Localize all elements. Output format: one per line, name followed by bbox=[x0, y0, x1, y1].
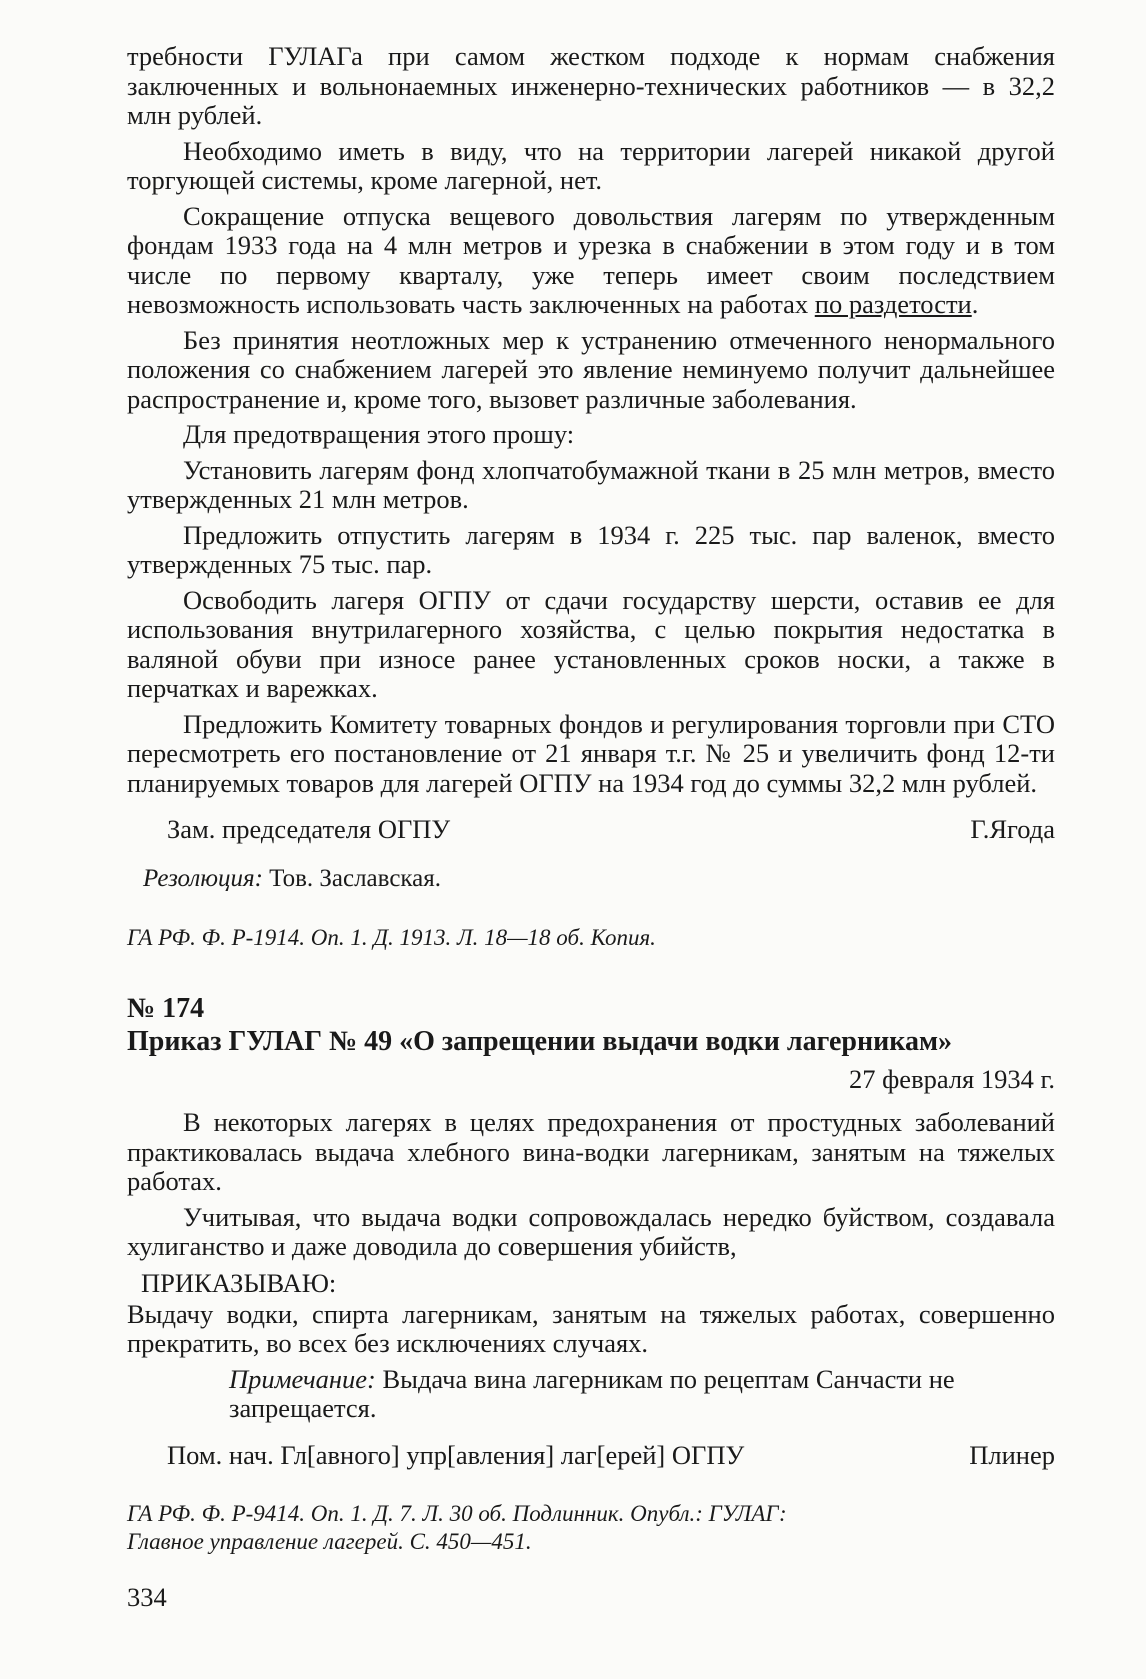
archive-reference: ГА РФ. Ф. Р-1914. Оп. 1. Д. 1913. Л. 18—18 об. Копия. bbox=[127, 925, 656, 950]
paragraph-text-end: . bbox=[971, 289, 979, 319]
paragraph-text: Сокращение отпуска вещевого довольствия лагерям по утвержденным фондам 1933 года на 4 млн метров и урезка в снабжении в этом году и в том числе по первому кварталу, уже теперь имеет своим последствием невозможность использовать часть заключенных на работах bbox=[127, 200, 1055, 319]
paragraph-continuation: требности ГУЛАГа при самом жестком подходе к нормам снабжения заключенных и вольнонаемных инженерно-технических работников — в 32,2 млн рублей. bbox=[127, 41, 1055, 130]
archive-reference-2 bbox=[127, 1500, 1055, 1556]
paragraph: В некоторых лагерях в целях предохранения от простудных заболеваний практиковалась выдача хлебного вина-водки лагерникам, занятым на тяжелых работах. bbox=[127, 1107, 1055, 1196]
document-date: 27 февраля 1934 г. bbox=[849, 1064, 1055, 1094]
resolution-text: Тов. Заславская. bbox=[262, 865, 442, 892]
signatory-position: Пом. нач. Гл[авного] упр[авления] лаг[ерей] ОГПУ bbox=[167, 1439, 745, 1470]
request-item: Предложить отпустить лагерям в 1934 г. 225 тыс. пар валенок, вместо утвержденных 75 тыс. пар. bbox=[127, 519, 1055, 579]
page-number: 334 bbox=[127, 1581, 167, 1612]
request-item: Установить лагерям фонд хлопчатобумажной ткани в 25 млн метров, вместо утвержденных 21 млн метров. bbox=[127, 454, 1055, 514]
signatory-name: Г.Ягода bbox=[970, 814, 1055, 844]
signature-block bbox=[127, 814, 1055, 844]
order-word: ПРИКАЗЫВАЮ: bbox=[141, 1267, 337, 1298]
text-column bbox=[127, 42, 1055, 1612]
resolution bbox=[127, 864, 1055, 894]
paragraph-with-underline bbox=[127, 202, 1055, 320]
paragraph: Без принятия неотложных мер к устранению отмеченного ненормального положения со снабжением лагерей это явление неминуемо получит дальнейшее распространение и, кроме того, вызовет различные заболевания. bbox=[127, 324, 1055, 414]
order-text: Выдачу водки, спирта лагерникам, занятым на тяжелых работах, совершенно прекратить, во всех без исключениях случаях. bbox=[127, 1298, 1055, 1358]
note-text: Выдача вина лагерникам по рецептам Санчасти не запрещается. bbox=[229, 1363, 955, 1423]
archive-line: Главное управление лагерей. С. 450—451. bbox=[127, 1528, 532, 1554]
signatory-name: Плинер bbox=[969, 1439, 1055, 1470]
paragraph: Учитывая, что выдача водки сопровождалась нередко буйством, создавала хулиганство и даже доводила до совершения убийств, bbox=[127, 1201, 1055, 1261]
resolution-label: Резолюция: bbox=[143, 865, 263, 892]
note bbox=[127, 1365, 1055, 1424]
paragraph: Необходимо иметь в виду, что на территории лагерей никакой другой торгующей системы, кроме лагерной, нет. bbox=[127, 135, 1055, 195]
note-label: Примечание: bbox=[229, 1363, 376, 1394]
underlined-phrase: по раздетости bbox=[814, 289, 972, 319]
signature-block-2 bbox=[127, 1440, 1055, 1470]
request-item: Предложить Комитету товарных фондов и регулирования торговли при СТО пересмотреть его постановление от 21 января т.г. № 25 и увеличить фонд 12-ти планируемых товаров для лагерей ОГПУ на 1934 год до суммы 32,2 млн рублей. bbox=[127, 708, 1055, 798]
document-number: № 174 bbox=[127, 993, 205, 1024]
archive-line: ГА РФ. Ф. Р-9414. Оп. 1. Д. 7. Л. 30 об. Подлинник. Опубл.: ГУЛАГ: bbox=[127, 1500, 787, 1526]
document-title: Приказ ГУЛАГ № 49 «О запрещении выдачи водки лагерникам» bbox=[127, 1026, 953, 1057]
request-item: Освободить лагеря ОГПУ от сдачи государству шерсти, оставив ее для использования внутрилагерного хозяйства, с целью покрытия недостатка в валяной обуви при износе ранее установленных сроков носки, а также в перчатках и варежках. bbox=[127, 584, 1055, 703]
signatory-position: Зам. председателя ОГПУ bbox=[167, 814, 451, 844]
paragraph: Для предотвращения этого прошу: bbox=[183, 419, 575, 449]
